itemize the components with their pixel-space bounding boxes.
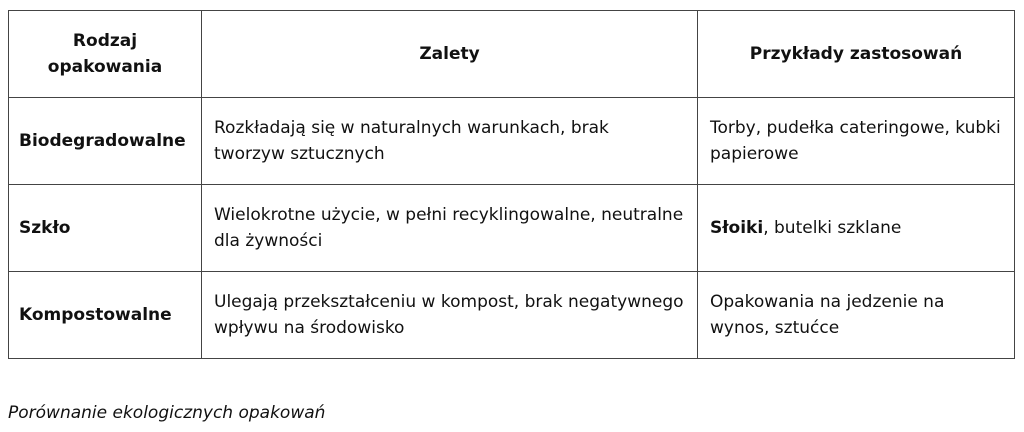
row-examples-cell <box>698 185 1015 272</box>
row-examples-cell <box>698 98 1015 185</box>
row-examples-cell <box>698 272 1015 359</box>
examples-text: Opakowania na jedzenie na wynos, sztućce <box>710 292 945 338</box>
table-row <box>9 98 1015 185</box>
row-type-cell: Szkło <box>9 185 202 272</box>
examples-text: , butelki szklane <box>763 218 902 238</box>
table-row <box>9 272 1015 359</box>
row-type-cell: Biodegradowalne <box>9 98 202 185</box>
header-advantages: Zalety <box>202 11 698 98</box>
packaging-comparison-table <box>8 10 1015 359</box>
row-advantages-cell: Wielokrotne użycie, w pełni recyklingowalne, neutralne dla żywności <box>202 185 698 272</box>
table-row <box>9 185 1015 272</box>
examples-bold-text: Słoiki <box>710 218 764 238</box>
row-type-cell: Kompostowalne <box>9 272 202 359</box>
header-packaging-type: Rodzaj opakowania <box>9 11 202 98</box>
table-caption: Porównanie ekologicznych opakowań <box>8 403 326 423</box>
row-advantages-cell: Ulegają przekształceniu w kompost, brak negatywnego wpływu na środowisko <box>202 272 698 359</box>
examples-text: Torby, pudełka cateringowe, kubki papierowe <box>710 118 1001 164</box>
header-examples: Przykłady zastosowań <box>698 11 1015 98</box>
row-advantages-cell: Rozkładają się w naturalnych warunkach, brak tworzyw sztucznych <box>202 98 698 185</box>
table-header-row <box>9 11 1015 98</box>
